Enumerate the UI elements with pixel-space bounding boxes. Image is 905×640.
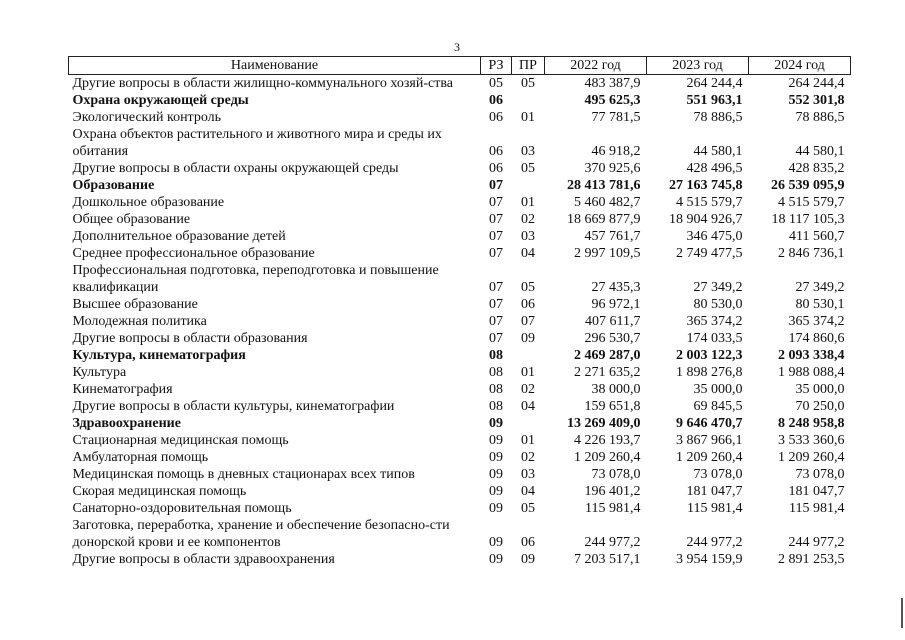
row-value-2022: 2 271 635,2 (574, 365, 641, 380)
row-pr: 03 (521, 229, 535, 244)
row-value-2022: 370 925,6 (584, 161, 641, 176)
header-2022: 2022 год (545, 57, 647, 75)
table-row (69, 500, 851, 517)
row-rz: 09 (489, 416, 503, 431)
header-2023: 2023 год (647, 57, 749, 75)
row-value-2024: 78 886,5 (795, 110, 845, 125)
row-value-2024: 4 515 579,7 (778, 195, 845, 210)
row-name: Другие вопросы в области жилищно-коммунального хозяй-ства (72, 76, 453, 91)
row-value-2024: 2 891 253,5 (778, 552, 845, 567)
row-value-2022: 13 269 409,0 (567, 416, 641, 431)
row-rz: 09 (489, 467, 503, 482)
table-row (69, 245, 851, 262)
row-rz: 09 (489, 535, 503, 550)
row-name: Экологический контроль (72, 110, 222, 125)
row-value-2024: 35 000,0 (795, 382, 845, 397)
row-value-2022: 4 226 193,7 (574, 433, 641, 448)
table-row (69, 551, 851, 568)
header-2024: 2024 год (749, 57, 851, 75)
table-row (69, 92, 851, 109)
row-value-2024: 3 533 360,6 (778, 433, 845, 448)
row-value-2024: 70 250,0 (795, 399, 845, 414)
table-row (69, 415, 851, 432)
row-name: Заготовка, переработка, хранение и обеспечение безопасно-сти донорской крови и ее компонентов (72, 518, 450, 550)
row-rz: 07 (489, 314, 503, 329)
row-name: Профессиональная подготовка, переподготовка и повышение квалификации (72, 263, 439, 295)
row-name: Высшее образование (72, 297, 198, 312)
table-row (69, 483, 851, 500)
row-value-2022: 115 981,4 (585, 501, 641, 516)
row-value-2022: 457 761,7 (584, 229, 641, 244)
row-value-2023: 2 749 477,5 (676, 246, 743, 261)
row-value-2024: 1 988 088,4 (778, 365, 845, 380)
row-value-2023: 174 033,5 (686, 331, 743, 346)
row-value-2023: 181 047,7 (686, 484, 743, 499)
row-rz: 08 (489, 399, 503, 414)
header-pr: ПР (512, 57, 545, 75)
row-rz: 06 (489, 161, 503, 176)
row-value-2023: 73 078,0 (693, 467, 743, 482)
row-value-2023: 264 244,4 (686, 76, 743, 91)
row-value-2023: 69 845,5 (693, 399, 743, 414)
row-value-2023: 2 003 122,3 (676, 348, 743, 363)
header-rz: РЗ (481, 57, 512, 75)
table-row (69, 211, 851, 228)
row-value-2023: 551 963,1 (686, 93, 743, 108)
row-value-2024: 44 580,1 (795, 144, 845, 159)
row-pr: 09 (521, 552, 535, 567)
table-row (69, 517, 851, 551)
row-pr: 02 (521, 212, 535, 227)
row-rz: 07 (489, 212, 503, 227)
row-pr: 02 (521, 450, 535, 465)
row-name: Стационарная медицинская помощь (72, 433, 289, 448)
row-value-2022: 7 203 517,1 (574, 552, 641, 567)
row-value-2022: 77 781,5 (591, 110, 641, 125)
budget-table (68, 56, 851, 568)
row-value-2023: 78 886,5 (693, 110, 743, 125)
table-row (69, 296, 851, 313)
row-value-2022: 296 530,7 (584, 331, 641, 346)
row-value-2024: 2 846 736,1 (778, 246, 845, 261)
row-value-2023: 44 580,1 (693, 144, 743, 159)
row-pr: 03 (521, 467, 535, 482)
row-name: Санаторно-оздоровительная помощь (72, 501, 292, 516)
table-row (69, 330, 851, 347)
row-name: Другие вопросы в области культуры, кинематографии (72, 399, 395, 414)
row-rz: 09 (489, 450, 503, 465)
row-name: Медицинская помощь в дневных стационарах всех типов (72, 467, 415, 482)
row-pr: 04 (521, 246, 535, 261)
table-row (69, 194, 851, 211)
row-value-2024: 244 977,2 (788, 535, 845, 550)
row-value-2023: 80 530,0 (693, 297, 743, 312)
row-value-2024: 264 244,4 (788, 76, 845, 91)
row-name: Другие вопросы в области охраны окружающей среды (72, 161, 399, 176)
row-value-2022: 96 972,1 (591, 297, 641, 312)
row-rz: 09 (489, 501, 503, 516)
row-pr: 09 (521, 331, 535, 346)
row-value-2024: 26 539 095,9 (771, 178, 845, 193)
row-pr: 01 (521, 433, 535, 448)
table-body (69, 75, 851, 569)
row-name: Другие вопросы в области образования (72, 331, 308, 346)
row-rz: 07 (489, 195, 503, 210)
row-name: Охрана окружающей среды (72, 93, 249, 108)
row-name: Общее образование (72, 212, 191, 227)
row-rz: 07 (489, 229, 503, 244)
row-value-2022: 495 625,3 (584, 93, 641, 108)
row-value-2023: 428 496,5 (686, 161, 743, 176)
table-row (69, 364, 851, 381)
row-pr: 04 (521, 399, 535, 414)
row-value-2023: 3 867 966,1 (676, 433, 743, 448)
row-value-2023: 4 515 579,7 (676, 195, 743, 210)
scan-edge-mark (901, 598, 903, 628)
row-pr: 04 (521, 484, 535, 499)
row-rz: 05 (489, 76, 503, 91)
row-value-2023: 35 000,0 (693, 382, 743, 397)
row-value-2024: 411 560,7 (789, 229, 845, 244)
row-value-2023: 244 977,2 (686, 535, 743, 550)
row-name: Другие вопросы в области здравоохранения (72, 552, 335, 567)
row-value-2022: 1 209 260,4 (574, 450, 641, 465)
row-name: Дошкольное образование (72, 195, 225, 210)
row-pr: 07 (521, 314, 535, 329)
row-value-2024: 80 530,1 (795, 297, 845, 312)
row-value-2023: 27 349,2 (693, 280, 743, 295)
row-pr: 02 (521, 382, 535, 397)
row-pr: 01 (521, 195, 535, 210)
row-value-2022: 483 387,9 (584, 76, 641, 91)
row-value-2022: 407 611,7 (585, 314, 641, 329)
row-pr: 06 (521, 297, 535, 312)
row-rz: 07 (489, 178, 503, 193)
row-value-2024: 365 374,2 (788, 314, 845, 329)
row-value-2022: 196 401,2 (584, 484, 641, 499)
table-row (69, 432, 851, 449)
row-value-2023: 18 904 926,7 (669, 212, 743, 227)
row-value-2023: 1 898 276,8 (676, 365, 743, 380)
row-name: Образование (72, 178, 155, 193)
row-name: Культура, кинематография (72, 348, 246, 363)
row-rz: 09 (489, 484, 503, 499)
table-row (69, 313, 851, 330)
row-value-2024: 174 860,6 (788, 331, 845, 346)
row-rz: 08 (489, 365, 503, 380)
row-value-2023: 1 209 260,4 (676, 450, 743, 465)
row-value-2024: 428 835,2 (788, 161, 845, 176)
table-row (69, 177, 851, 194)
row-value-2024: 73 078,0 (795, 467, 845, 482)
row-name: Среднее профессиональное образование (72, 246, 315, 261)
row-value-2022: 38 000,0 (591, 382, 641, 397)
row-name: Здравоохранение (72, 416, 181, 431)
row-name: Амбулаторная помощь (72, 450, 209, 465)
row-pr: 06 (521, 535, 535, 550)
row-name: Охрана объектов растительного и животного мира и среды их обитания (72, 127, 442, 159)
row-rz: 07 (489, 246, 503, 261)
row-rz: 06 (489, 144, 503, 159)
row-value-2023: 3 954 159,9 (676, 552, 743, 567)
row-value-2024: 181 047,7 (788, 484, 845, 499)
row-value-2023: 115 981,4 (687, 501, 743, 516)
row-pr (512, 347, 545, 364)
row-name: Культура (72, 365, 127, 380)
table-header (69, 57, 851, 75)
row-pr: 05 (521, 280, 535, 295)
row-pr: 05 (521, 161, 535, 176)
row-value-2022: 5 460 482,7 (574, 195, 641, 210)
row-rz: 06 (489, 93, 503, 108)
row-value-2024: 18 117 105,3 (771, 212, 845, 227)
row-name: Скорая медицинская помощь (72, 484, 247, 499)
row-value-2024: 2 093 338,4 (778, 348, 845, 363)
row-rz: 08 (489, 348, 503, 363)
row-value-2023: 346 475,0 (686, 229, 743, 244)
table-row (69, 160, 851, 177)
row-value-2022: 2 469 287,0 (574, 348, 641, 363)
table-row (69, 381, 851, 398)
table-row (69, 126, 851, 160)
row-name: Дополнительное образование детей (72, 229, 286, 244)
row-value-2022: 28 413 781,6 (567, 178, 641, 193)
table-row (69, 398, 851, 415)
row-pr: 03 (521, 144, 535, 159)
header-name: Наименование (69, 57, 481, 75)
row-value-2022: 159 651,8 (584, 399, 641, 414)
row-name: Молодежная политика (72, 314, 207, 329)
row-value-2022: 46 918,2 (591, 144, 641, 159)
row-rz: 09 (489, 552, 503, 567)
row-value-2024: 1 209 260,4 (778, 450, 845, 465)
row-rz: 09 (489, 433, 503, 448)
row-rz: 07 (489, 297, 503, 312)
row-pr (512, 92, 545, 109)
row-name: Кинематография (72, 382, 173, 397)
row-rz: 06 (489, 110, 503, 125)
row-rz: 07 (489, 331, 503, 346)
row-value-2024: 8 248 958,8 (778, 416, 845, 431)
table-row (69, 228, 851, 245)
table-row (69, 75, 851, 93)
row-pr (512, 415, 545, 432)
row-rz: 08 (489, 382, 503, 397)
table-row (69, 466, 851, 483)
table-row (69, 109, 851, 126)
row-value-2023: 9 646 470,7 (676, 416, 743, 431)
row-value-2024: 115 981,4 (789, 501, 845, 516)
row-value-2022: 18 669 877,9 (567, 212, 641, 227)
row-value-2022: 2 997 109,5 (574, 246, 641, 261)
row-pr: 05 (521, 501, 535, 516)
row-pr: 01 (521, 110, 535, 125)
row-value-2022: 27 435,3 (591, 280, 641, 295)
row-pr (512, 177, 545, 194)
row-value-2024: 552 301,8 (788, 93, 845, 108)
row-pr: 01 (521, 365, 535, 380)
row-rz: 07 (489, 280, 503, 295)
row-value-2023: 365 374,2 (686, 314, 743, 329)
row-value-2022: 73 078,0 (591, 467, 641, 482)
table-row (69, 449, 851, 466)
page-number: 3 (454, 40, 460, 54)
row-pr: 05 (521, 76, 535, 91)
row-value-2023: 27 163 745,8 (669, 178, 743, 193)
row-value-2022: 244 977,2 (584, 535, 641, 550)
row-value-2024: 27 349,2 (795, 280, 845, 295)
table-row (69, 262, 851, 296)
table-row (69, 347, 851, 364)
